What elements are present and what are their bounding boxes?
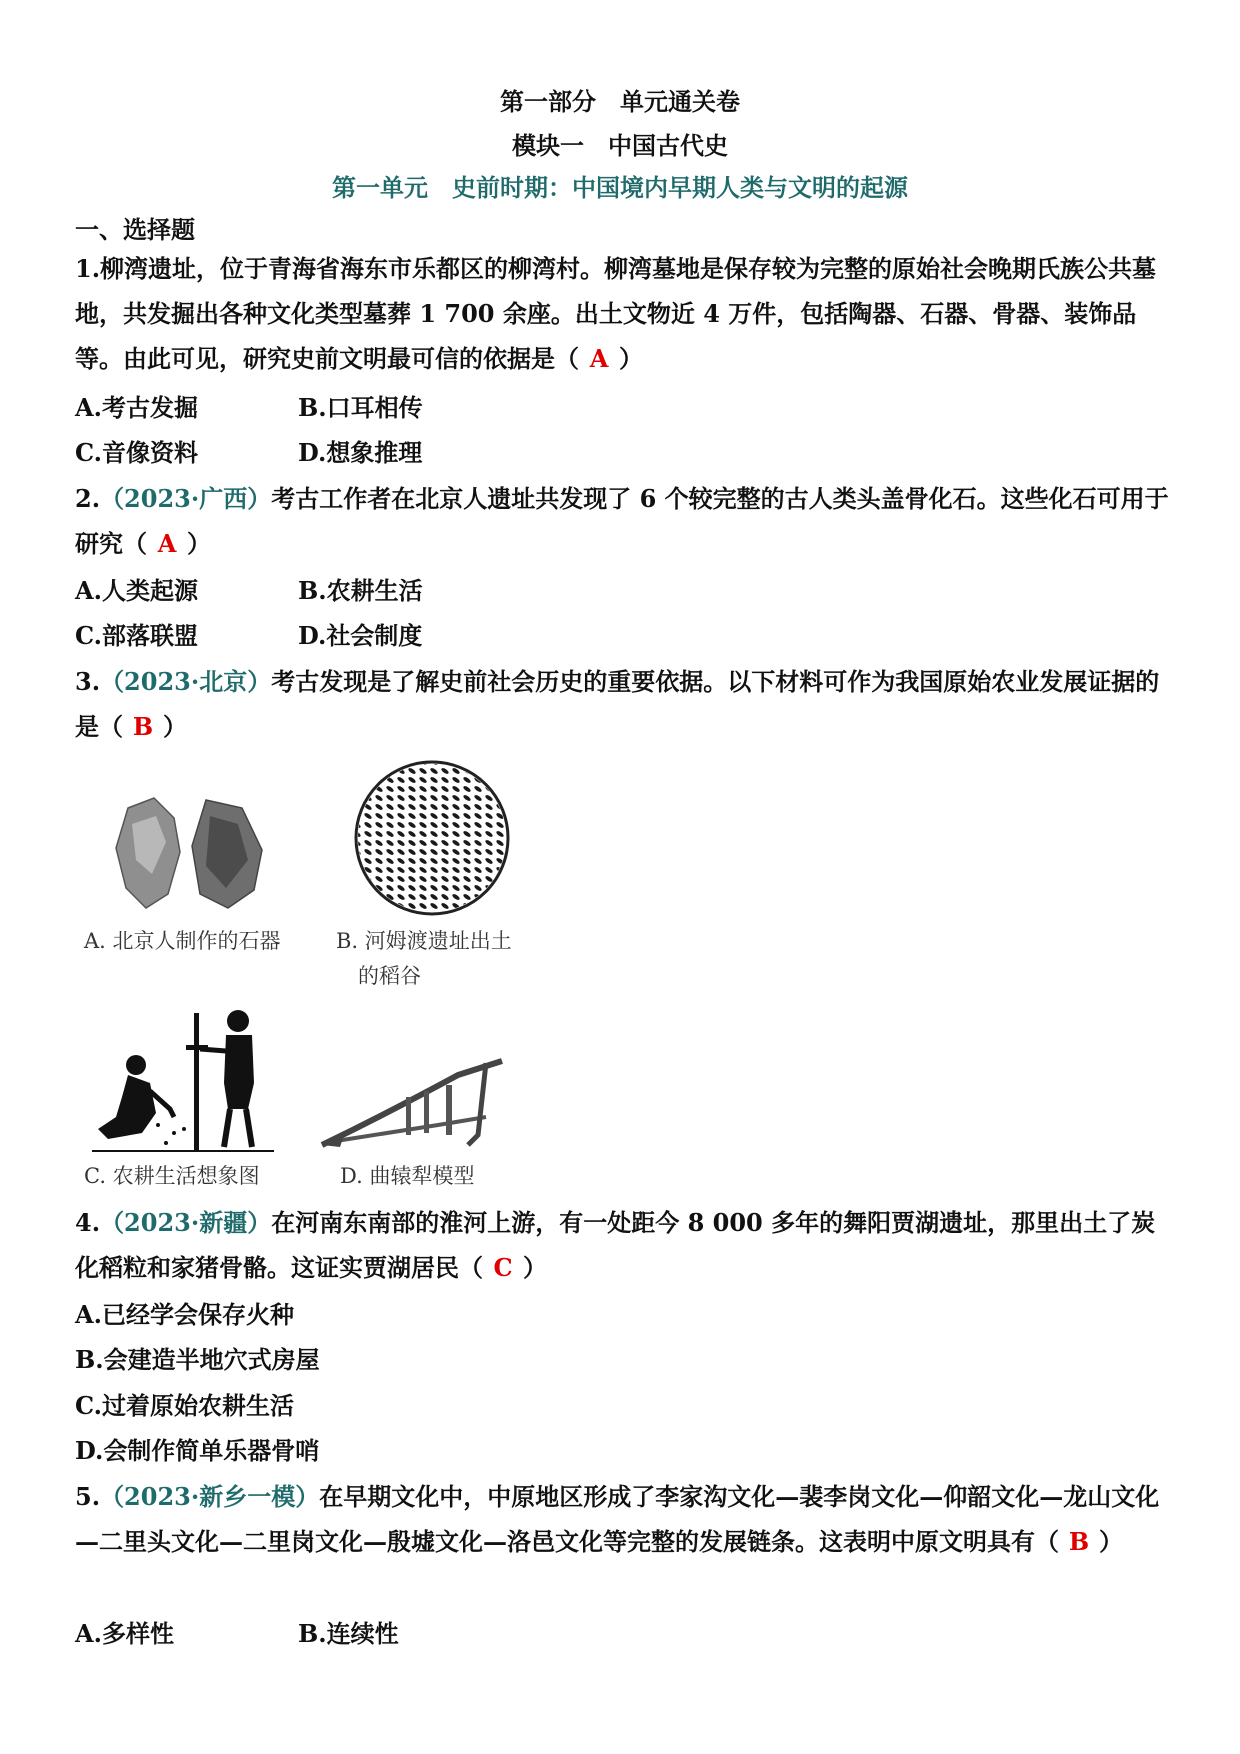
stone-tools-icon xyxy=(110,790,270,915)
question-source: （2023·新乡一模） xyxy=(100,1482,320,1511)
question-text: 考古工作者在北京人遗址共发现了 6 个较完整的古人类头盖骨化石。这些化石可用于研究（ xyxy=(75,484,1169,558)
question-text: 在河南东南部的淮河上游，有一处距今 8 000 多年的舞阳贾湖遗址，那里出土了炭化稻粒和家猪骨骼。这证实贾湖居民（ xyxy=(75,1208,1156,1282)
question-source: （2023·新疆） xyxy=(100,1208,272,1237)
option-a: A.多样性 xyxy=(75,1619,174,1648)
question-source: （2023·广西） xyxy=(100,484,272,513)
question-1: 1.柳湾遗址，位于青海省海东市乐都区的柳湾村。柳湾墓地是保存较为完整的原始社会晚期氏族公共墓地，共发掘出各种文化类型墓葬 1 700 余座。出土文物近 4 万件，包括陶器、石器、骨器、装饰品等。由此可见，研究史前文明最可信的依据是（ A ） xyxy=(75,246,1175,381)
farming-scene-icon xyxy=(88,1005,278,1155)
answer-mark: C xyxy=(493,1253,513,1282)
option-b: B.农耕生活 xyxy=(298,576,423,605)
question-source: （2023·北京） xyxy=(100,667,272,696)
question-text: 1.柳湾遗址，位于青海省海东市乐都区的柳湾村。柳湾墓地是保存较为完整的原始社会晚期氏族公共墓地，共发掘出各种文化类型墓葬 1 700 余座。出土文物近 4 万件，包括陶器、石器、骨器、装饰品等。由此可见，研究史前文明最可信的依据是（ xyxy=(75,254,1157,373)
answer-mark: B xyxy=(132,712,154,741)
plough-model-icon xyxy=(318,1055,508,1150)
figure-caption: 的稻谷 xyxy=(358,964,421,988)
answer-mark: B xyxy=(1068,1527,1090,1556)
answer-mark: A xyxy=(157,529,177,558)
option-b: B.会建造半地穴式房屋 xyxy=(75,1345,320,1374)
figure-caption: B. 河姆渡遗址出土 xyxy=(336,929,512,953)
question-2: 2.（2023·广西）考古工作者在北京人遗址共发现了 6 个较完整的古人类头盖骨化石。这些化石可用于研究（ A ） xyxy=(75,476,1175,566)
option-a: A.人类起源 xyxy=(75,576,198,605)
figure-caption: A. 北京人制作的石器 xyxy=(84,929,281,953)
option-b: B.连续性 xyxy=(298,1619,399,1648)
option-a: A.考古发掘 xyxy=(75,393,198,422)
section-title: 一、选择题 xyxy=(75,215,195,244)
option-c: C.部落联盟 xyxy=(75,621,199,650)
question-4: 4.（2023·新疆）在河南东南部的淮河上游，有一处距今 8 000 多年的舞阳贾湖遗址，那里出土了炭化稻粒和家猪骨骼。这证实贾湖居民（ C ） xyxy=(75,1200,1175,1290)
option-d: D.社会制度 xyxy=(298,621,423,650)
question-text: 考古发现是了解史前社会历史的重要依据。以下材料可作为我国原始农业发展证据的是（ xyxy=(75,667,1160,741)
question-5: 5.（2023·新乡一模）在早期文化中，中原地区形成了李家沟文化—裴李岗文化—仰韶文化—龙山文化—二里头文化—二里岗文化—殷墟文化—洛邑文化等完整的发展链条。这表明中原文明具有（ B ） xyxy=(75,1474,1175,1564)
figure-caption: C. 农耕生活想象图 xyxy=(84,1164,260,1188)
option-b: B.口耳相传 xyxy=(298,393,423,422)
option-d: D.会制作简单乐器骨哨 xyxy=(75,1436,320,1465)
part-title: 第一部分 单元通关卷 xyxy=(500,87,740,116)
option-a: A.已经学会保存火种 xyxy=(75,1300,294,1329)
answer-mark: A xyxy=(589,344,609,373)
rice-grains-icon xyxy=(352,758,512,918)
module-title: 模块一 中国古代史 xyxy=(512,131,728,160)
question-text: 在早期文化中，中原地区形成了李家沟文化—裴李岗文化—仰韶文化—龙山文化—二里头文化—二里岗文化—殷墟文化—洛邑文化等完整的发展链条。这表明中原文明具有（ xyxy=(75,1482,1160,1556)
unit-title: 第一单元 史前时期：中国境内早期人类与文明的起源 xyxy=(332,173,908,202)
question-3: 3.（2023·北京）考古发现是了解史前社会历史的重要依据。以下材料可作为我国原始农业发展证据的是（ B ） xyxy=(75,659,1175,749)
figure-caption: D. 曲辕犁模型 xyxy=(340,1164,475,1188)
option-d: D.想象推理 xyxy=(298,438,423,467)
option-c: C.音像资料 xyxy=(75,438,199,467)
option-c: C.过着原始农耕生活 xyxy=(75,1391,295,1420)
